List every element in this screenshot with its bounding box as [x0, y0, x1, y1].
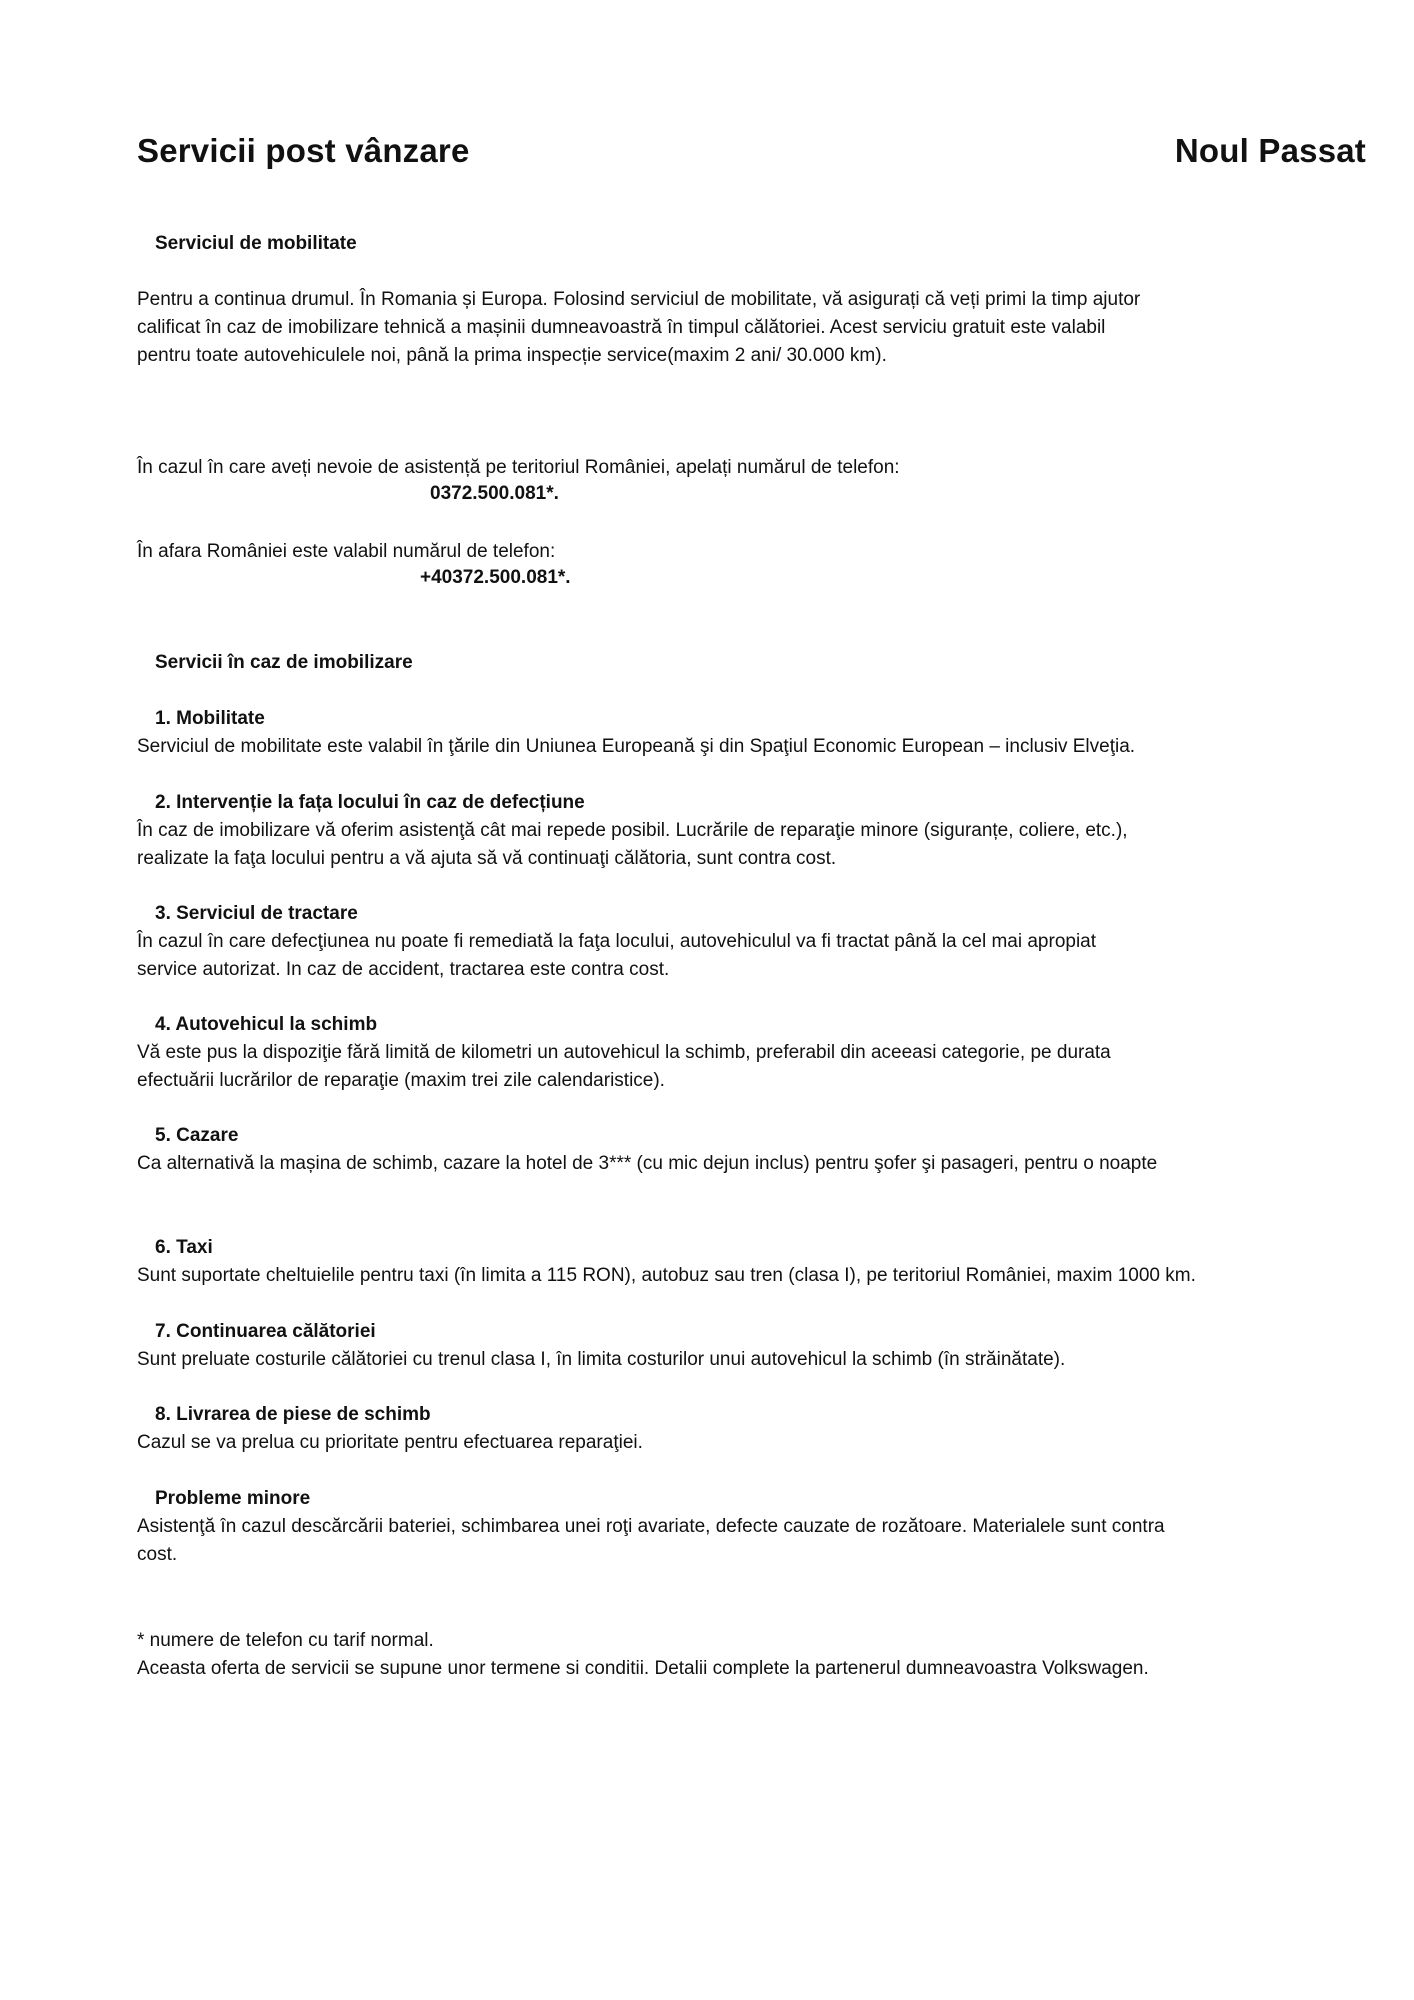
- abroad-phone-text: În afara României este valabil numărul de telefon:: [137, 541, 556, 562]
- item-line: Sunt suportate cheltuielile pentru taxi (în limita a 115 RON), autobuz sau tren (clasa I), pe teritoriul României, maxim 1000 km.: [137, 1265, 1196, 1286]
- item-line: Vă este pus la dispoziţie fără limită de kilometri un autovehicul la schimb, preferabil din aceeasi categorie, pe durata: [137, 1042, 1111, 1063]
- item-title-mobility: 1. Mobilitate: [155, 708, 265, 729]
- romania-phone-text: În cazul în care aveți nevoie de asistență pe teritoriul României, apelați numărul de telefon:: [137, 457, 900, 478]
- item-text-mobility: [137, 733, 1367, 761]
- item-line: Sunt preluate costurile călătoriei cu trenul clasa I, în limita costurilor unui autovehicul la schimb (în străinătate).: [137, 1349, 1066, 1370]
- item-text-minor-problems: [137, 1513, 1367, 1569]
- item-line: Cazul se va prelua cu prioritate pentru efectuarea reparaţiei.: [137, 1432, 643, 1453]
- romania-phone-number: 0372.500.081*.: [430, 483, 559, 504]
- model-name-title: Noul Passat: [1174, 132, 1366, 169]
- item-text-towing: [137, 928, 1367, 984]
- item-text-on-site-intervention: [137, 817, 1367, 873]
- footer-notes: [137, 1627, 1337, 1683]
- item-line: Asistenţă în cazul descărcării bateriei, schimbarea unei roţi avariate, defecte cauzate de rozătoare. Materialele sunt contra: [137, 1516, 1165, 1537]
- item-title-trip-continuation: 7. Continuarea călătoriei: [155, 1321, 376, 1342]
- item-line: Serviciul de mobilitate este valabil în ţările din Uniunea Europeană şi din Spaţiul Economic European – inclusiv Elveţia.: [137, 736, 1136, 757]
- item-text-taxi: [137, 1262, 1367, 1290]
- item-title-on-site-intervention: 2. Intervenție la fața locului în caz de defecțiune: [155, 792, 585, 813]
- mobility-intro-line: Pentru a continua drumul. În Romania și Europa. Folosind serviciul de mobilitate, vă asigurați că veți primi la timp ajutor: [137, 289, 1141, 310]
- item-title-towing: 3. Serviciul de tractare: [155, 903, 358, 924]
- item-title-accommodation: 5. Cazare: [155, 1125, 239, 1146]
- item-text-trip-continuation: [137, 1346, 1367, 1374]
- item-title-replacement-car: 4. Autovehicul la schimb: [155, 1014, 378, 1035]
- item-line: cost.: [137, 1544, 178, 1565]
- mobility-intro-line: calificat în caz de imobilizare tehnică a mașinii dumneavoastră în timpul călătoriei. Acest serviciu gratuit este valabil: [137, 317, 1106, 338]
- page-title: Servicii post vânzare: [137, 132, 470, 169]
- item-text-spare-parts: [137, 1429, 1367, 1457]
- item-line: În caz de imobilizare vă oferim asistenţă cât mai repede posibil. Lucrările de reparaţie minore (siguranțe, coliere, etc.),: [137, 820, 1128, 841]
- item-line: Ca alternativă la mașina de schimb, cazare la hotel de 3*** (cu mic dejun inclus) pentru şofer şi pasageri, pentru o noapte: [137, 1153, 1158, 1174]
- terms-disclaimer: Aceasta oferta de servicii se supune unor termene si conditii. Detalii complete la partenerul dumneavoastra Volkswagen.: [137, 1658, 1149, 1679]
- phone-tariff-note: * numere de telefon cu tarif normal.: [137, 1630, 434, 1651]
- immobilization-heading: Servicii în caz de imobilizare: [155, 652, 413, 673]
- mobility-intro-line: pentru toate autovehiculele noi, până la prima inspecție service(maxim 2 ani/ 30.000 km).: [137, 345, 887, 366]
- abroad-phone-number: +40372.500.081*.: [420, 567, 571, 588]
- item-line: În cazul în care defecţiunea nu poate fi remediată la faţa locului, autovehiculul va fi tractat până la cel mai apropiat: [137, 931, 1097, 952]
- item-title-spare-parts: 8. Livrarea de piese de schimb: [155, 1404, 431, 1425]
- item-line: service autorizat. In caz de accident, tractarea este contra cost.: [137, 959, 670, 980]
- item-text-replacement-car: [137, 1039, 1367, 1095]
- item-text-accommodation: [137, 1150, 1367, 1178]
- mobility-heading: Serviciul de mobilitate: [155, 233, 357, 254]
- item-line: efectuării lucrărilor de reparaţie (maxim trei zile calendaristice).: [137, 1070, 665, 1091]
- item-title-taxi: 6. Taxi: [155, 1237, 213, 1258]
- mobility-intro: [137, 286, 1337, 370]
- item-line: realizate la faţa locului pentru a vă ajuta să vă continuaţi călătoria, sunt contra cost.: [137, 848, 837, 869]
- item-title-minor-problems: Probleme minore: [155, 1488, 311, 1509]
